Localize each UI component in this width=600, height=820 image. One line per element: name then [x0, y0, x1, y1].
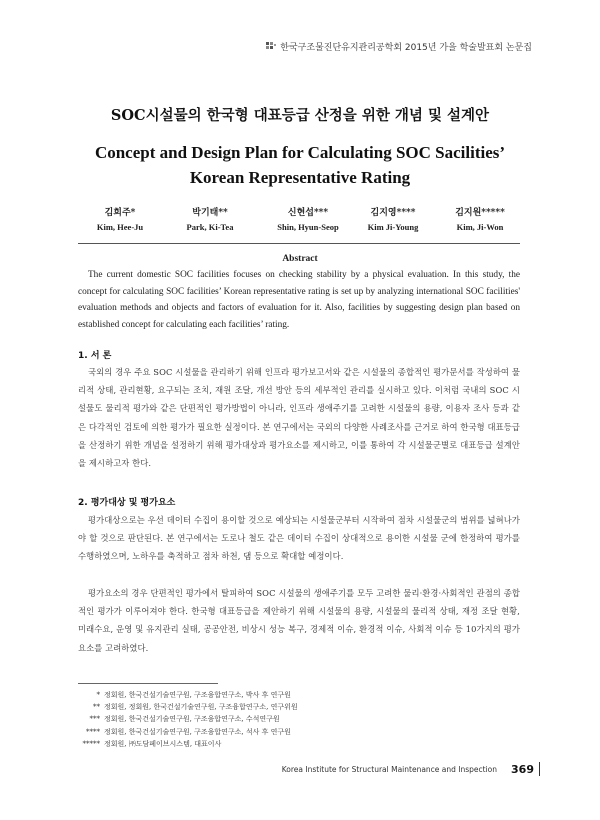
- abstract-heading: Abstract: [282, 254, 318, 264]
- section-heading-evaluation: 2. 평가대상 및 평가요소: [78, 498, 176, 508]
- author-name-english: Park, Ki-Tea: [186, 222, 234, 232]
- author-2: [165, 205, 255, 232]
- paper-title-english: [0, 140, 600, 190]
- title-english-line-1: Concept and Design Plan for Calculating SOC Sacilities’: [94, 143, 506, 162]
- proceedings-title: 한국구조물진단유지관리공학회 2015년 가을 학술발표회 논문집: [280, 43, 532, 53]
- footnote-text: 정회원, ㈜도담페이브시스템, 대표이사: [104, 739, 222, 748]
- footnote-text: 정회원, 한국건설기술연구원, 구조융합연구소, 수석연구원: [104, 715, 280, 724]
- paper-title-korean: SOC시설물의 한국형 대표등급 산정을 위한 개념 및 설계안: [110, 107, 490, 124]
- footnote-mark: ****: [86, 727, 100, 736]
- section-paragraph: 평가요소의 경우 단편적인 평가에서 탈피하여 SOC 시설물의 생애주기를 모두 고려한 물리·환경·사회적인 관점의 종합적인 평가가 이루어져야 한다. 한국형 대표등급을 제안하기 위해 시설물의 용량, 시설물의 물리적 상태, 재정 조달 현황, 미래수요, 운영 및 유지관리 실태, 공공안전, 비상시 성능 복구, 경제적 이슈, 환경적 이슈, 사회적 이슈 등 10가지의 평가요소를 고려하였다.: [78, 588, 520, 653]
- author-name-english: Shin, Hyun-Seop: [277, 222, 339, 232]
- author-1: [80, 205, 160, 232]
- author-5: [435, 205, 525, 232]
- author-name-english: Kim, Ji-Won: [456, 222, 504, 232]
- section-paragraph: 국외의 경우 주요 SOC 시설물을 관리하기 위해 인프라 평가보고서와 같은 시설물의 종합적인 평가문서를 작성하여 물리적 상태, 관리현황, 요구되는 조치, 재원 조달, 개선 방안 등의 세부적인 관리를 실시하고 있다. 이처럼 국내의 SOC 시설물도 물리적 평가와 같은 단편적인 평가방법이 아니라, 인프라 생애주기를 고려한 시설물의 용량, 이용자 조사 등과 같은 다각적인 검토에 의한 평가가 필요한 실정이다. 본 연구에서는 국외의 다양한 사례조사를 근거로 하여 한국형 대표등급을 산정하기 위한 개념을 설정하기 위해 평가대상과 평가요소를 제시하고, 이를 통하여 각 시설물군별로 대표등급 설계안을 제시하고자 한다.: [78, 367, 520, 469]
- page-footer: [282, 762, 540, 776]
- footnote-text: 정회원, 한국건설기술연구원, 구조융합연구소, 박사 후 연구원: [104, 691, 291, 699]
- footnote-mark: *****: [82, 739, 100, 748]
- footnote-divider: [78, 683, 218, 684]
- book-icon: [266, 42, 276, 52]
- author-name-english: Kim, Hee-Ju: [96, 222, 144, 232]
- author-name-korean: 김지영****: [370, 208, 416, 218]
- footnote-text: 정회원, 정회원, 한국건설기술연구원, 구조융합연구소, 연구위원: [104, 703, 298, 712]
- title-english-line-2: Korean Representative Rating: [189, 168, 411, 187]
- footer-bar: [539, 762, 540, 776]
- footnotes: [78, 689, 378, 750]
- page-number: 369: [511, 762, 534, 776]
- footnote: [78, 738, 378, 750]
- author-name-korean: 김지원*****: [455, 208, 505, 218]
- author-name-korean: 김희주*: [104, 208, 136, 218]
- abstract-body: The current domestic SOC facilities focuses on checking stability by a physical evaluation. In this study, the concept for calculating SOC facilities’ Korean representative rating is set up by analyzing international SOC facilities' evaluation methods and objects and factors of evaluation for it. Also, facilities by suggesting design plan based on established concept for calculating each facilities’ rating.: [78, 270, 520, 330]
- footnote: [78, 726, 378, 738]
- author-4: [348, 205, 438, 232]
- author-name-english: Kim Ji-Young: [367, 222, 419, 232]
- footnote-text: 정회원, 한국건설기술연구원, 구조융합연구소, 석사 후 연구원: [104, 727, 291, 736]
- footnote-mark: ***: [89, 715, 100, 724]
- footer-institute: Korea Institute for Structural Maintenance and Inspection: [281, 764, 498, 774]
- footnote-mark: **: [93, 703, 100, 712]
- section-heading-introduction: 1. 서 론: [78, 351, 112, 361]
- footnote-mark: *: [96, 691, 100, 699]
- footnote: [78, 701, 378, 713]
- running-header: [266, 40, 532, 53]
- author-name-korean: 박기태**: [192, 208, 228, 218]
- section-paragraph: 평가대상으로는 우선 데이터 수집이 용이할 것으로 예상되는 시설물군부터 시작하여 점차 시설물군의 범위를 넓혀나가야 할 것으로 판단된다. 본 연구에서는 도로나 철도 같은 데이터 수집이 상대적으로 용이한 시설물 군에 한정하여 평가를 수행하였으며, 노하우를 축적하고 점차 하천, 댐 등으로 확대할 예정이다.: [78, 515, 520, 562]
- author-name-korean: 신현섭***: [287, 208, 329, 218]
- footnote: [78, 689, 378, 701]
- author-divider: [78, 243, 520, 244]
- author-3: [258, 205, 358, 232]
- footnote: [78, 713, 378, 725]
